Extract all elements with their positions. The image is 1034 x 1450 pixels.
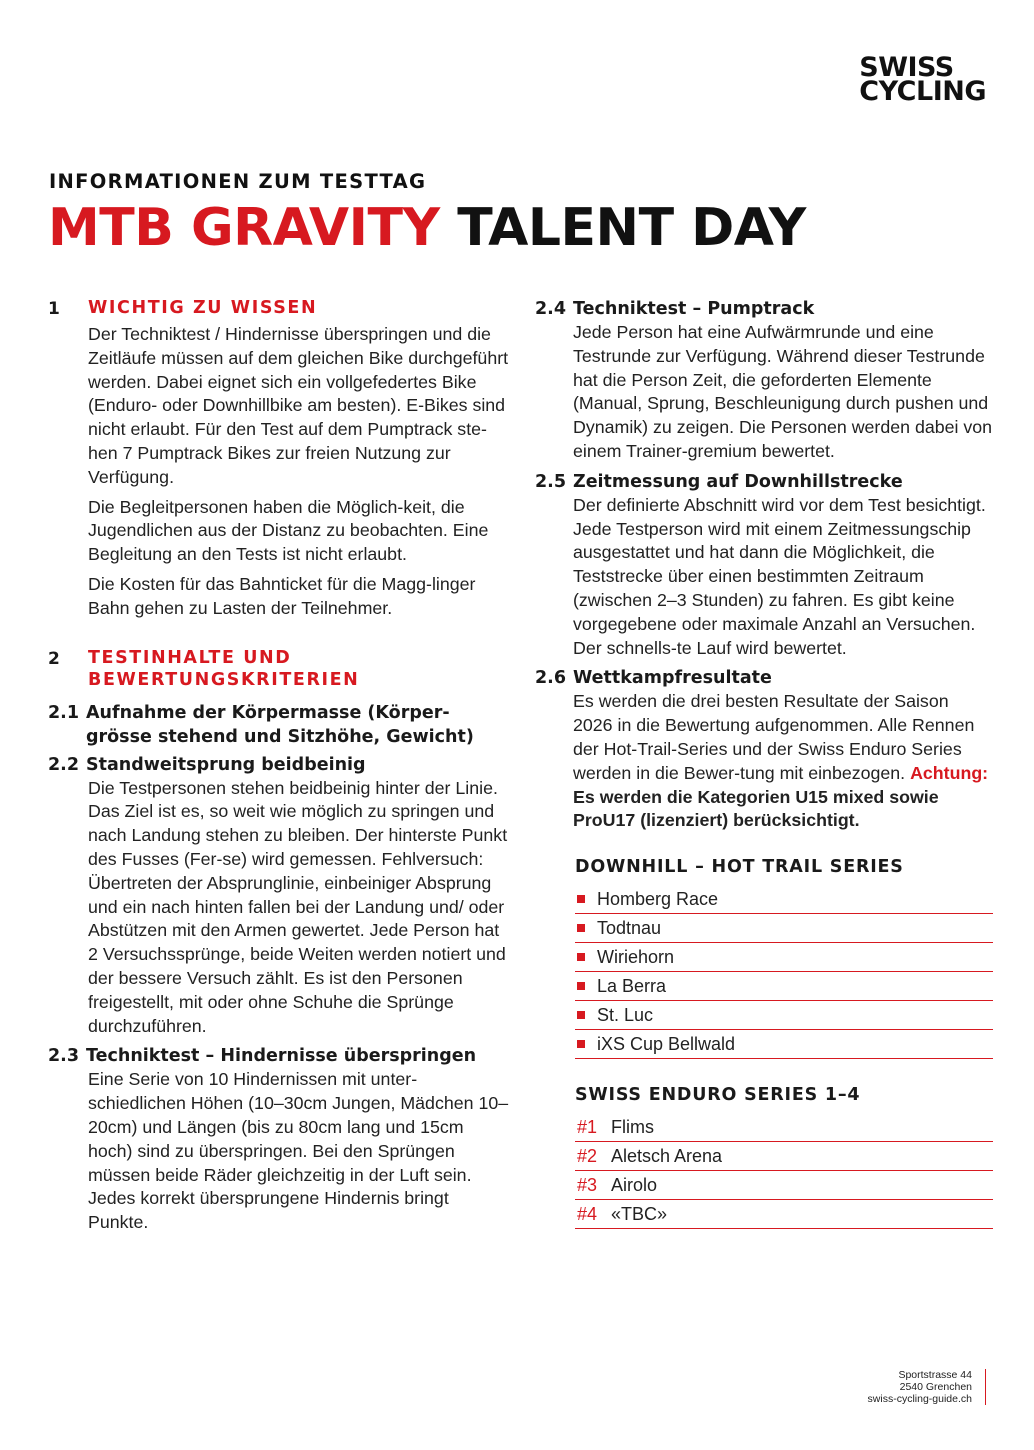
section-title-line: TESTINHALTE UND — [88, 647, 292, 668]
right-column — [535, 297, 993, 1229]
list-item — [575, 1200, 993, 1229]
list-item — [575, 943, 993, 972]
subsection-title: Techniktest – Pumptrack — [573, 299, 815, 319]
logo-line-1: SWISS — [859, 52, 954, 83]
section-title: WICHTIG ZU WISSEN — [88, 298, 318, 318]
list-item — [575, 914, 993, 943]
results-text: Es werden die drei besten Resultate der Saison 2026 in die Bewertung aufgenommen. Alle Rennen der Hot-Trail-Series und der Swiss Enduro Series werden in die Bewer-tung mit einbezogen. — [573, 691, 975, 783]
section-1-paragraph: Der Techniktest / Hindernisse überspringen und die Zeitläufe müssen auf dem gleichen Bike durchgeführt werden. Dabei eignet sich ein vollgefedertes Bike (Enduro- oder Downhillbike am besten). E-Bikes sind nicht erlaubt. Für den Test auf dem Pumptrack ste-hen 7 Pumptrack Bikes zur freien Nutzung zur Verfügung. — [88, 324, 509, 487]
subsection-number: 2.4 — [535, 299, 567, 319]
race-name: Todtnau — [597, 918, 662, 939]
subsection-title: Wettkampfresultate — [573, 668, 772, 689]
subsection-number: 2.3 — [48, 1046, 80, 1067]
downhill-list-title: DOWNHILL – HOT TRAIL SERIES — [575, 857, 904, 878]
subsection-title: Techniktest – Hindernisse überspringen — [86, 1046, 477, 1067]
section-title — [88, 647, 359, 691]
footer-address — [868, 1369, 972, 1405]
list-item — [575, 885, 993, 914]
subsection-title: Zeitmessung auf Downhillstrecke — [573, 471, 903, 492]
race-number: #1 — [577, 1117, 598, 1138]
subsection-number: 2.6 — [535, 668, 567, 689]
downhill-race-list — [575, 885, 993, 1059]
race-name: Airolo — [611, 1175, 658, 1196]
list-item — [575, 1001, 993, 1030]
subsection-2-5-heading — [535, 470, 993, 494]
bullet-square-icon — [577, 1011, 585, 1019]
list-item — [575, 1030, 993, 1059]
subsection-2-1-heading — [48, 701, 510, 749]
bullet-square-icon — [577, 982, 585, 990]
bullet-square-icon — [577, 895, 585, 903]
footer-city: 2540 Grenchen — [899, 1381, 972, 1393]
section-number: 2 — [48, 648, 60, 669]
attention-text: Es werden die Kategorien U15 mixed sowie ProU17 (lizenziert) berücksichtigt. — [573, 786, 939, 831]
bullet-square-icon — [577, 953, 585, 961]
subsection-2-3-text: Eine Serie von 10 Hindernissen mit unter-schiedlichen Höhen (10–30cm Jungen, Mädchen 10–20cm) und Längen (bis zu 80cm lang und 15cm hoch) sind zu überspringen. Bei den Sprüngen müssen beide Räder gleichzeitig in der Luft sein. Jedes korrekt übersprungene Hindernis bringt Punkte. — [88, 1069, 509, 1233]
list-item — [575, 972, 993, 1001]
subsection-2-6-heading — [535, 666, 993, 690]
race-name: Homberg Race — [597, 889, 719, 910]
section-1-paragraph: Die Kosten für das Bahnticket für die Magg-linger Bahn gehen zu Lasten der Teilnehmer. — [88, 573, 476, 618]
section-number: 1 — [48, 299, 60, 319]
swiss-cycling-logo — [859, 52, 986, 107]
race-name: St. Luc — [597, 1005, 654, 1026]
bullet-square-icon — [577, 924, 585, 932]
section-1-paragraph: Die Begleitpersonen haben die Möglich-keit, die Jugendlichen aus der Distanz zu beobachten. Eine Begleitung an den Tests ist nicht erlaubt. — [88, 496, 489, 565]
race-name: La Berra — [597, 976, 667, 997]
race-name: Wiriehorn — [597, 947, 675, 968]
list-item — [575, 1142, 993, 1171]
subsection-number: 2.1 — [48, 702, 80, 723]
footer-divider — [985, 1369, 987, 1405]
race-name: Flims — [611, 1117, 654, 1138]
subsection-2-4-text: Jede Person hat eine Aufwärmrunde und eine Testrunde zur Verfügung. Während dieser Testrunde hat die Person Zeit, die geforderten Elemente (Manual, Sprung, Beschleunigung durch pushen und Dynamik) zu zeigen. Die Personen werden dabei von einem Trainer-gremium bewertet. — [573, 322, 993, 461]
race-number: #4 — [577, 1204, 598, 1225]
subsection-number: 2.5 — [535, 471, 567, 492]
page-eyebrow: INFORMATIONEN ZUM TESTTAG — [49, 170, 427, 193]
title-dark-part: TALENT DAY — [457, 198, 806, 258]
subsection-2-2-text: Die Testpersonen stehen beidbeinig hinter der Linie. Das Ziel ist es, so weit wie möglich zu springen und nach Landung stehen zu bleiben. Der hinterste Punkt des Fusses (Fer-se) wird gemessen. Fehlversuch: Übertreten der Absprunglinie, einbeiniger Absprung und ein nach hinten fallen bei der Landung und/ oder Abstützen mit den Armen gewertet. Jede Person hat 2 Versuchssprünge, beide Weiten werden notiert und der bessere Versuch zählt. Es ist den Personen freigestellt, mit oder ohne Schuhe die Sprünge durchzuführen. — [88, 777, 508, 1036]
race-name: Aletsch Arena — [611, 1146, 723, 1167]
subsection-2-2-heading — [48, 753, 510, 777]
left-column — [48, 297, 510, 1241]
race-number: #2 — [577, 1146, 598, 1167]
enduro-race-list — [575, 1113, 993, 1229]
bullet-square-icon — [577, 1040, 585, 1048]
title-red-part: MTB GRAVITY — [48, 198, 440, 258]
enduro-list-title: SWISS ENDURO SERIES 1–4 — [575, 1085, 861, 1106]
section-1-heading — [48, 297, 510, 321]
list-item — [575, 1171, 993, 1200]
page-title — [48, 198, 806, 258]
subsection-number: 2.2 — [48, 754, 80, 775]
subsection-2-6-text — [573, 690, 993, 833]
subsection-title: Standweitsprung beidbeinig — [86, 754, 366, 775]
attention-label: Achtung: — [910, 762, 989, 783]
footer-website[interactable]: swiss-cycling-guide.ch — [867, 1393, 972, 1405]
list-item — [575, 1113, 993, 1142]
race-name: iXS Cup Bellwald — [597, 1034, 736, 1055]
logo-line-2: CYCLING — [859, 76, 986, 107]
footer-street: Sportstrasse 44 — [898, 1369, 972, 1381]
subsection-2-3-heading — [48, 1044, 510, 1068]
race-number: #3 — [577, 1175, 598, 1196]
section-2-heading — [48, 647, 510, 691]
subsection-2-5-text: Der definierte Abschnitt wird vor dem Test besichtigt. Jede Testperson wird mit einem Zeitmessungschip ausgestattet und hat dann die Möglichkeit, die Teststrecke über einen bestimmten Zeitraum (zwischen 2–3 Stunden) zu fahren. Es gibt keine vorgegebene oder maximale Anzahl an Versuchen. Der schnells-te Lauf wird bewertet. — [573, 494, 986, 658]
subsection-2-4-heading — [535, 297, 993, 321]
section-title-line: BEWERTUNGSKRITERIEN — [88, 669, 360, 690]
race-name: «TBC» — [611, 1204, 668, 1225]
subsection-title: Aufnahme der Körpermasse (Körper-grösse stehend und Sitzhöhe, Gewicht) — [86, 702, 474, 747]
